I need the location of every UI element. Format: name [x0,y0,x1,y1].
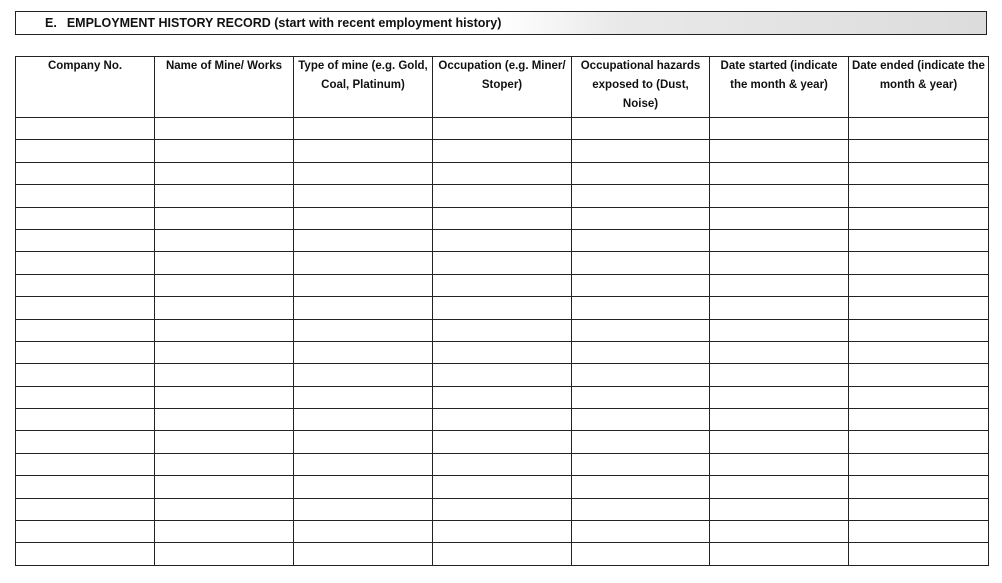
cell-date-started[interactable] [710,118,849,140]
table-row [16,364,989,386]
cell-occupation[interactable] [433,207,572,229]
cell-company-no[interactable] [16,229,155,251]
cell-mine-name[interactable] [155,341,294,363]
table-row [16,162,989,184]
table-row [16,297,989,319]
cell-company-no[interactable] [16,409,155,431]
cell-mine-name[interactable] [155,297,294,319]
table-row [16,341,989,363]
cell-hazards[interactable] [572,207,710,229]
cell-company-no[interactable] [16,521,155,543]
cell-hazards[interactable] [572,364,710,386]
cell-date-ended[interactable] [849,498,989,520]
cell-date-ended[interactable] [849,476,989,498]
cell-occupation[interactable] [433,118,572,140]
cell-company-no[interactable] [16,498,155,520]
cell-occupation[interactable] [433,185,572,207]
cell-company-no[interactable] [16,274,155,296]
cell-hazards[interactable] [572,319,710,341]
cell-mine-name[interactable] [155,453,294,475]
table-row [16,431,989,453]
cell-occupation[interactable] [433,274,572,296]
cell-date-started[interactable] [710,229,849,251]
cell-mine-name[interactable] [155,162,294,184]
section-title: EMPLOYMENT HISTORY RECORD (start with recent employment history) [66,16,502,30]
table-row [16,476,989,498]
cell-date-ended[interactable] [849,364,989,386]
cell-mine-type[interactable] [294,431,433,453]
cell-mine-type[interactable] [294,341,433,363]
cell-date-started[interactable] [710,543,849,565]
section-letter: E. [45,16,57,30]
cell-hazards[interactable] [572,498,710,520]
cell-date-ended[interactable] [849,543,989,565]
cell-occupation[interactable] [433,543,572,565]
cell-date-started[interactable] [710,341,849,363]
column-header-mine-name: Name of Mine/ Works [155,57,294,118]
cell-mine-type[interactable] [294,229,433,251]
cell-date-started[interactable] [710,162,849,184]
cell-mine-name[interactable] [155,140,294,162]
cell-occupation[interactable] [433,297,572,319]
cell-date-ended[interactable] [849,229,989,251]
cell-date-started[interactable] [710,431,849,453]
table-row [16,543,989,565]
cell-mine-type[interactable] [294,453,433,475]
cell-date-ended[interactable] [849,118,989,140]
cell-mine-name[interactable] [155,118,294,140]
cell-mine-name[interactable] [155,207,294,229]
column-header-date-ended: Date ended (indicate the month & year) [849,57,989,118]
cell-hazards[interactable] [572,162,710,184]
cell-hazards[interactable] [572,453,710,475]
cell-date-ended[interactable] [849,521,989,543]
cell-date-ended[interactable] [849,319,989,341]
cell-hazards[interactable] [572,252,710,274]
cell-mine-name[interactable] [155,274,294,296]
cell-hazards[interactable] [572,409,710,431]
table-row [16,118,989,140]
table-row [16,409,989,431]
cell-company-no[interactable] [16,364,155,386]
table-row [16,274,989,296]
cell-mine-type[interactable] [294,543,433,565]
column-header-hazards: Occupational hazards exposed to (Dust, Noise) [572,57,710,118]
cell-hazards[interactable] [572,341,710,363]
cell-hazards[interactable] [572,118,710,140]
cell-occupation[interactable] [433,252,572,274]
table-row [16,386,989,408]
cell-mine-type[interactable] [294,162,433,184]
cell-date-ended[interactable] [849,140,989,162]
cell-mine-type[interactable] [294,319,433,341]
cell-hazards[interactable] [572,543,710,565]
cell-company-no[interactable] [16,431,155,453]
cell-date-started[interactable] [710,521,849,543]
cell-date-started[interactable] [710,297,849,319]
cell-mine-name[interactable] [155,476,294,498]
cell-mine-type[interactable] [294,409,433,431]
cell-date-started[interactable] [710,274,849,296]
column-header-date-started: Date started (indicate the month & year) [710,57,849,118]
cell-date-started[interactable] [710,185,849,207]
cell-company-no[interactable] [16,453,155,475]
cell-mine-type[interactable] [294,386,433,408]
cell-date-started[interactable] [710,453,849,475]
cell-mine-type[interactable] [294,297,433,319]
cell-mine-name[interactable] [155,431,294,453]
column-header-mine-type: Type of mine (e.g. Gold, Coal, Platinum) [294,57,433,118]
header-row [16,57,989,118]
cell-mine-type[interactable] [294,364,433,386]
cell-occupation[interactable] [433,498,572,520]
cell-date-ended[interactable] [849,386,989,408]
table-row [16,140,989,162]
cell-mine-name[interactable] [155,364,294,386]
cell-mine-type[interactable] [294,118,433,140]
cell-company-no[interactable] [16,207,155,229]
cell-occupation[interactable] [433,409,572,431]
cell-hazards[interactable] [572,140,710,162]
cell-date-started[interactable] [710,252,849,274]
cell-company-no[interactable] [16,185,155,207]
cell-company-no[interactable] [16,118,155,140]
table-row [16,185,989,207]
cell-mine-name[interactable] [155,319,294,341]
table-row [16,319,989,341]
section-e-header [15,11,987,35]
cell-hazards[interactable] [572,185,710,207]
cell-date-ended[interactable] [849,252,989,274]
cell-date-started[interactable] [710,364,849,386]
cell-date-ended[interactable] [849,297,989,319]
employment-history-table [15,56,989,566]
cell-date-started[interactable] [710,409,849,431]
cell-mine-name[interactable] [155,521,294,543]
cell-date-ended[interactable] [849,207,989,229]
cell-date-started[interactable] [710,498,849,520]
cell-date-ended[interactable] [849,431,989,453]
cell-hazards[interactable] [572,476,710,498]
cell-date-started[interactable] [710,207,849,229]
cell-occupation[interactable] [433,341,572,363]
cell-date-ended[interactable] [849,162,989,184]
cell-occupation[interactable] [433,319,572,341]
cell-mine-type[interactable] [294,498,433,520]
cell-date-started[interactable] [710,140,849,162]
cell-date-started[interactable] [710,319,849,341]
table-row [16,498,989,520]
cell-date-started[interactable] [710,386,849,408]
column-header-company-no: Company No. [16,57,155,118]
cell-mine-name[interactable] [155,409,294,431]
cell-mine-type[interactable] [294,521,433,543]
cell-date-ended[interactable] [849,409,989,431]
cell-mine-name[interactable] [155,229,294,251]
table-row [16,453,989,475]
column-header-occupation: Occupation (e.g. Miner/ Stoper) [433,57,572,118]
cell-mine-type[interactable] [294,207,433,229]
cell-company-no[interactable] [16,297,155,319]
cell-mine-type[interactable] [294,476,433,498]
cell-mine-type[interactable] [294,252,433,274]
cell-hazards[interactable] [572,229,710,251]
cell-mine-type[interactable] [294,274,433,296]
cell-hazards[interactable] [572,274,710,296]
cell-occupation[interactable] [433,453,572,475]
cell-company-no[interactable] [16,319,155,341]
cell-occupation[interactable] [433,229,572,251]
cell-occupation[interactable] [433,140,572,162]
cell-mine-name[interactable] [155,252,294,274]
cell-date-ended[interactable] [849,341,989,363]
cell-occupation[interactable] [433,386,572,408]
cell-date-ended[interactable] [849,453,989,475]
table-row [16,207,989,229]
cell-occupation[interactable] [433,364,572,386]
cell-date-ended[interactable] [849,185,989,207]
cell-company-no[interactable] [16,162,155,184]
cell-date-started[interactable] [710,476,849,498]
cell-company-no[interactable] [16,386,155,408]
cell-hazards[interactable] [572,386,710,408]
table-row [16,521,989,543]
cell-mine-type[interactable] [294,140,433,162]
cell-mine-name[interactable] [155,543,294,565]
table-row [16,252,989,274]
cell-hazards[interactable] [572,431,710,453]
table-body [16,118,989,566]
cell-mine-type[interactable] [294,185,433,207]
cell-date-ended[interactable] [849,274,989,296]
cell-hazards[interactable] [572,521,710,543]
cell-occupation[interactable] [433,521,572,543]
cell-mine-name[interactable] [155,498,294,520]
cell-occupation[interactable] [433,162,572,184]
cell-company-no[interactable] [16,341,155,363]
cell-company-no[interactable] [16,476,155,498]
cell-occupation[interactable] [433,431,572,453]
cell-mine-name[interactable] [155,386,294,408]
table-row [16,229,989,251]
cell-mine-name[interactable] [155,185,294,207]
cell-occupation[interactable] [433,476,572,498]
cell-company-no[interactable] [16,140,155,162]
cell-company-no[interactable] [16,252,155,274]
cell-company-no[interactable] [16,543,155,565]
cell-hazards[interactable] [572,297,710,319]
